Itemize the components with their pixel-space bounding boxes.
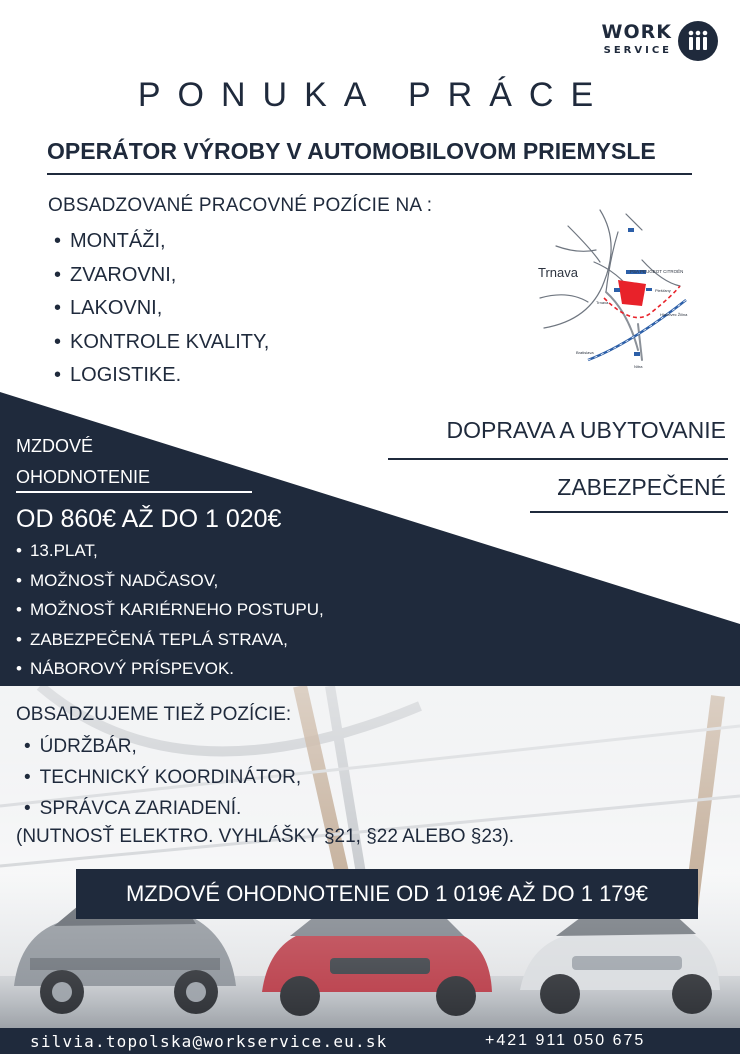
logo-word-work: WORK xyxy=(601,21,672,43)
list-item: • LOGISTIKE. xyxy=(54,359,269,393)
list-item: • MOŽNOSŤ NADČASOV, xyxy=(16,566,324,596)
list-item: • ÚDRŽBÁR, xyxy=(24,731,301,762)
wage-banner: MZDOVÉ OHODNOTENIE OD 1 019€ AŽ DO 1 179€ xyxy=(76,869,698,919)
map-plant-label: PSA PEUGEOT CITROËN xyxy=(630,269,684,274)
transport-line-2: ZABEZPEČENÉ xyxy=(557,474,726,500)
contact-phone[interactable]: +421 911 050 675 xyxy=(485,1032,646,1049)
map-road-label: Trnava xyxy=(596,300,609,305)
list-item: • SPRÁVCA ZARIADENÍ. xyxy=(24,793,301,824)
map-road-label: Piešťany xyxy=(655,288,671,293)
positions-list xyxy=(54,225,269,393)
list-item: • ZABEZPEČENÁ TEPLÁ STRAVA, xyxy=(16,625,324,655)
map-road-label: Hlohovec Žilina xyxy=(660,312,688,317)
subtitle-divider xyxy=(47,173,692,175)
benefits-list xyxy=(16,536,324,684)
positions-intro: OBSADZOVANÉ PRACOVNÉ POZÍCIE NA : xyxy=(48,195,433,216)
list-item: • LAKOVNI, xyxy=(54,292,269,326)
location-map xyxy=(530,202,710,374)
list-item: • NÁBOROVÝ PRÍSPEVOK. xyxy=(16,654,324,684)
wage-label: MZDOVÉ OHODNOTENIE xyxy=(16,436,151,487)
map-road-label: Nitra xyxy=(634,364,643,369)
requirement-note: (NUTNOSŤ ELEKTRO. VYHLÁŠKY §21, §22 ALEBO §23). xyxy=(16,826,515,847)
contact-email[interactable]: silvia.topolska@workservice.eu.sk xyxy=(30,1032,388,1051)
company-logo xyxy=(578,20,726,66)
logo-word-service: SERVICE xyxy=(603,45,672,56)
map-city-label: Trnava xyxy=(538,265,578,280)
contact-footer xyxy=(0,1028,740,1054)
list-item: • ZVAROVNI, xyxy=(54,259,269,293)
list-item: • 13.PLAT, xyxy=(16,536,324,566)
wage-amount: OD 860€ AŽ DO 1 020€ xyxy=(16,505,282,533)
page-title: PONUKA PRÁCE xyxy=(137,76,611,114)
list-item: • MONTÁŽI, xyxy=(54,225,269,259)
map-road-label: Bratislava xyxy=(576,350,594,355)
list-item: • TECHNICKÝ KOORDINÁTOR, xyxy=(24,762,301,793)
job-subtitle: OPERÁTOR VÝROBY V AUTOMOBILOVOM PRIEMYSLE xyxy=(47,138,656,164)
list-item: • MOŽNOSŤ KARIÉRNEHO POSTUPU, xyxy=(16,595,324,625)
transport-line-1: DOPRAVA A UBYTOVANIE xyxy=(446,417,726,443)
transport-divider xyxy=(530,511,728,513)
other-positions-intro: OBSADZUJEME TIEŽ POZÍCIE: xyxy=(16,704,292,725)
list-item: • KONTROLE KVALITY, xyxy=(54,326,269,360)
other-positions-list xyxy=(24,731,301,824)
transport-divider xyxy=(388,458,728,460)
wage-divider xyxy=(16,491,252,493)
workservice-badge-icon xyxy=(678,21,718,61)
